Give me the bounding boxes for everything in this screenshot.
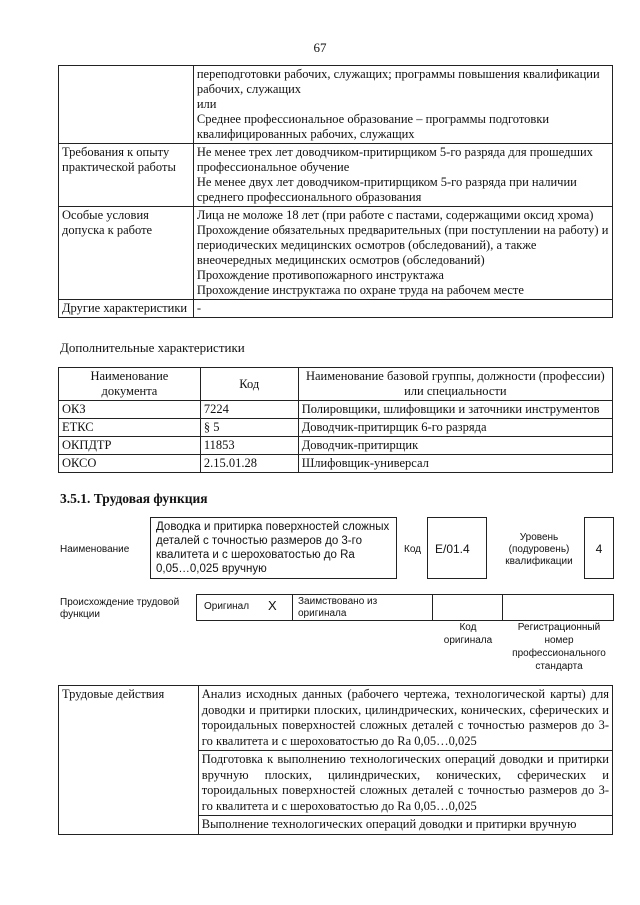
content-line: Прохождение обязательных предварительных (при поступлении на работу) и периодических медицинских осмотров (обследований), а также внеочередных медицинских осмотров (обследований) [196, 223, 609, 267]
row-label [59, 66, 194, 144]
doc-cell: ОКСО [59, 455, 201, 473]
header-code: Код [200, 368, 298, 401]
table-row [59, 207, 613, 300]
name-cell: Доводчик-притирщик [298, 437, 612, 455]
header-name: Наименование базовой группы, должности (профессии) или специальности [298, 368, 612, 401]
function-name-box [150, 517, 397, 579]
name-cell: Шлифовщик-универсал [298, 455, 612, 473]
row-content [193, 300, 612, 318]
content-line: переподготовки рабочих, служащих; программы повышения квалификации рабочих, служащих [196, 67, 600, 96]
table-header-row [59, 368, 613, 401]
doc-cell: ОКПДТР [59, 437, 201, 455]
divider [502, 594, 503, 621]
content-line: Прохождение инструктажа по охране труда на рабочем месте [196, 283, 524, 297]
actions-label: Трудовые действия [59, 686, 199, 835]
content-line: - [196, 301, 202, 315]
borrowed-label: Заимствовано из оригинала [298, 596, 378, 619]
table-row [59, 455, 613, 473]
function-heading: 3.5.1. Трудовая функция [60, 491, 208, 506]
table-row [59, 144, 613, 207]
doc-cell: ЕТКС [59, 419, 201, 437]
level-value: 4 [595, 542, 603, 556]
name-label: Наименование [60, 544, 130, 555]
original-label: Оригинал [204, 601, 250, 612]
content-line: Среднее профессиональное образование – программы подготовки квалифицированных рабочих, служащих [196, 112, 550, 141]
content-line: Не менее трех лет доводчиком-притирщиком 5-го разряда для прошедших профессиональное обучение [196, 145, 593, 174]
code-box [427, 517, 487, 579]
code-cell: § 5 [200, 419, 298, 437]
content-line: Прохождение противопожарного инструктажа [196, 268, 444, 282]
table-row [59, 686, 613, 751]
row-label: Особые условия допуска к работе [59, 207, 194, 300]
level-box [584, 517, 614, 579]
level-label: Уровень (подуровень) квалификации [505, 532, 573, 567]
function-name-value: Доводка и притирка поверхностей сложных деталей с точностью размеров до 3-го квалитета и с шероховатостью до Ra 0,05…0,025 вручную [156, 521, 390, 575]
original-mark: X [268, 598, 277, 613]
code-value: E/01.4 [435, 542, 470, 556]
name-cell: Полировщики, шлифовщики и заточники инструментов [298, 401, 612, 419]
code-cell: 7224 [200, 401, 298, 419]
code-label: Код [404, 544, 422, 555]
labor-actions-table [58, 685, 613, 835]
content-line: Лица не моложе 18 лет (при работе с пастами, содержащими оксид хрома) [196, 208, 594, 222]
origin-label: Происхождение трудовой функции [60, 597, 180, 620]
additional-heading: Дополнительные характеристики [60, 340, 245, 355]
code-cell: 2.15.01.28 [200, 455, 298, 473]
row-content [193, 66, 612, 144]
code-original-label: Код оригинала [443, 622, 493, 646]
doc-cell: ОКЗ [59, 401, 201, 419]
action-item: Подготовка к выполнению технологических операций доводки и притирки вручную плоских, цилиндрических, конических, сферических и тороидальных поверхностей сложных деталей с точностью размеров до 3-го квалитета и с шероховатостью до Ra 0,05…0,025 [198, 751, 612, 816]
table-row [59, 66, 613, 144]
table-row [59, 300, 613, 318]
table-row [59, 419, 613, 437]
row-label: Другие характеристики [59, 300, 194, 318]
table-row [59, 437, 613, 455]
additional-table [58, 367, 613, 473]
row-label: Требования к опыту практической работы [59, 144, 194, 207]
content-line: Не менее двух лет доводчиком-притирщиком 5-го разряда при наличии среднего профессионального образования [196, 175, 577, 204]
action-item: Выполнение технологических операций доводки и притирки вручную [198, 816, 612, 835]
table-row [59, 401, 613, 419]
header-document: Наименование документа [59, 368, 201, 401]
code-cell: 11853 [200, 437, 298, 455]
action-item: Анализ исходных данных (рабочего чертежа, технологической карты) для доводки и притирки плоских, цилиндрических, конических, сферических и тороидальных поверхностей сложных деталей с точностью размеров до 3-го квалитета и с шероховатостью до Ra 0,05…0,025 [198, 686, 612, 751]
page-number: 67 [313, 40, 327, 55]
qualification-table [58, 65, 613, 318]
row-content [193, 207, 612, 300]
divider [292, 594, 293, 621]
name-cell: Доводчик-притирщик 6-го разряда [298, 419, 612, 437]
row-content [193, 144, 612, 207]
content-line: или [196, 97, 217, 111]
divider [432, 594, 433, 621]
reg-number-label: Регистрационный номер профессионального стандарта [512, 622, 606, 672]
